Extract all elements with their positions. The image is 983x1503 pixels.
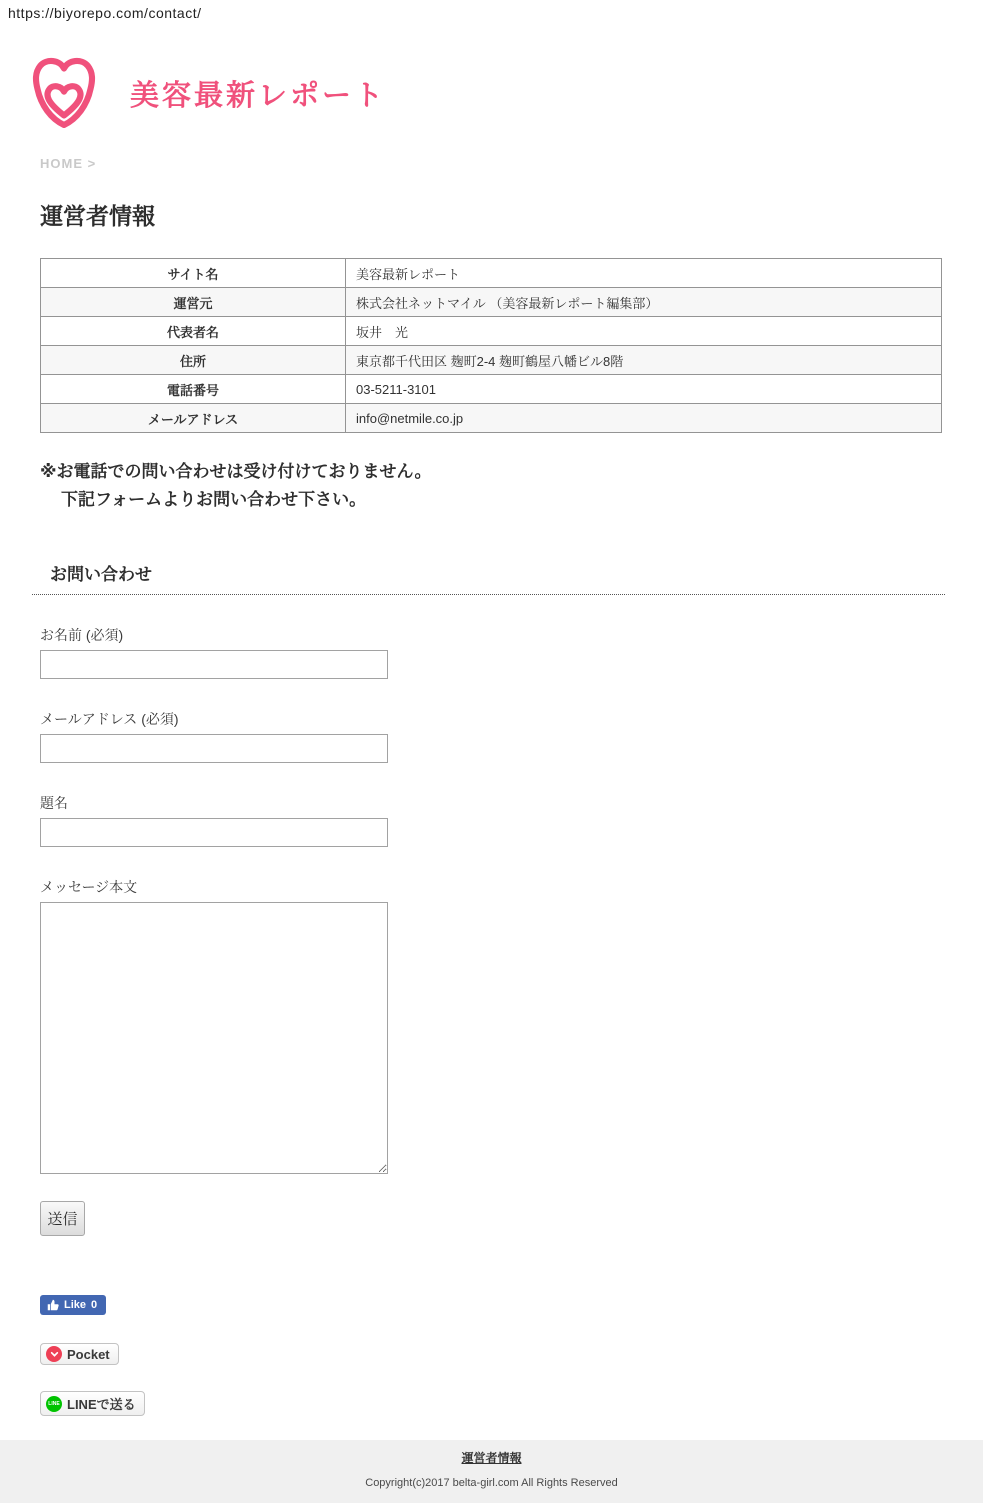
breadcrumb-home-link[interactable]: HOME > bbox=[40, 156, 97, 171]
copyright-text: Copyright(c)2017 belta-girl.com All Rights Reserved bbox=[365, 1477, 618, 1489]
table-row bbox=[41, 288, 942, 317]
subject-input[interactable] bbox=[40, 818, 388, 847]
facebook-like-label: Like bbox=[64, 1299, 87, 1311]
notice-line: ※お電話での問い合わせは受け付けておりません。 bbox=[40, 462, 432, 481]
message-textarea[interactable] bbox=[40, 902, 388, 1174]
subject-field-label: 題名 bbox=[40, 795, 68, 811]
notice-line: 下記フォームよりお問い合わせ下さい。 bbox=[61, 490, 367, 509]
pocket-icon bbox=[46, 1346, 62, 1362]
email-input[interactable] bbox=[40, 734, 388, 763]
row-value: 美容最新レポート bbox=[346, 259, 942, 288]
row-value: 坂井 光 bbox=[346, 317, 942, 346]
line-share-label: LINEで送る bbox=[67, 1397, 136, 1412]
main-content bbox=[40, 171, 942, 1439]
contact-form bbox=[40, 625, 942, 1236]
site-logo-link[interactable] bbox=[30, 54, 386, 132]
row-label: 住所 bbox=[41, 346, 346, 375]
row-label: 代表者名 bbox=[41, 317, 346, 346]
row-value: 株式会社ネットマイル （美容最新レポート編集部） bbox=[346, 288, 942, 317]
message-field-group bbox=[40, 877, 942, 1174]
site-footer bbox=[0, 1440, 983, 1503]
line-share-button[interactable] bbox=[40, 1391, 145, 1416]
submit-button[interactable]: 送信 bbox=[40, 1201, 85, 1236]
line-icon: LINE bbox=[46, 1396, 62, 1412]
url-text: https://biyorepo.com/contact/ bbox=[8, 5, 202, 21]
table-row bbox=[41, 346, 942, 375]
name-field-group bbox=[40, 625, 942, 679]
operator-info-table bbox=[40, 258, 942, 433]
phone-notice bbox=[40, 458, 942, 514]
site-header bbox=[30, 54, 983, 132]
email-field-label: メールアドレス (必須) bbox=[40, 711, 179, 727]
table-row bbox=[41, 259, 942, 288]
table-row bbox=[41, 404, 942, 433]
pocket-button[interactable] bbox=[40, 1343, 119, 1365]
heart-lips-icon bbox=[30, 54, 98, 132]
thumbs-up-icon bbox=[47, 1299, 59, 1311]
breadcrumb bbox=[40, 156, 983, 171]
name-field-label: お名前 (必須) bbox=[40, 627, 124, 643]
email-field-group bbox=[40, 709, 942, 763]
table-row bbox=[41, 375, 942, 404]
row-value: 東京都千代田区 麹町2-4 麹町鶴屋八幡ビル8階 bbox=[346, 346, 942, 375]
row-label: 運営元 bbox=[41, 288, 346, 317]
row-label: 電話番号 bbox=[41, 375, 346, 404]
facebook-like-button[interactable] bbox=[40, 1295, 106, 1315]
social-share-area bbox=[40, 1295, 942, 1412]
pocket-button-label: Pocket bbox=[67, 1346, 110, 1362]
contact-section-divider bbox=[32, 560, 945, 595]
contact-heading: お問い合わせ bbox=[50, 565, 152, 584]
row-value: 03-5211-3101 bbox=[346, 375, 942, 404]
subject-field-group bbox=[40, 793, 942, 847]
site-title: 美容最新レポート bbox=[130, 79, 387, 112]
message-field-label: メッセージ本文 bbox=[40, 879, 138, 895]
table-row bbox=[41, 317, 942, 346]
footer-operator-info-link[interactable]: 運営者情報 bbox=[461, 1451, 522, 1465]
name-input[interactable] bbox=[40, 650, 388, 679]
page-title: 運営者情報 bbox=[40, 203, 155, 229]
facebook-like-count: 0 bbox=[91, 1299, 98, 1311]
row-value: info@netmile.co.jp bbox=[346, 404, 942, 433]
row-label: サイト名 bbox=[41, 259, 346, 288]
row-label: メールアドレス bbox=[41, 404, 346, 433]
